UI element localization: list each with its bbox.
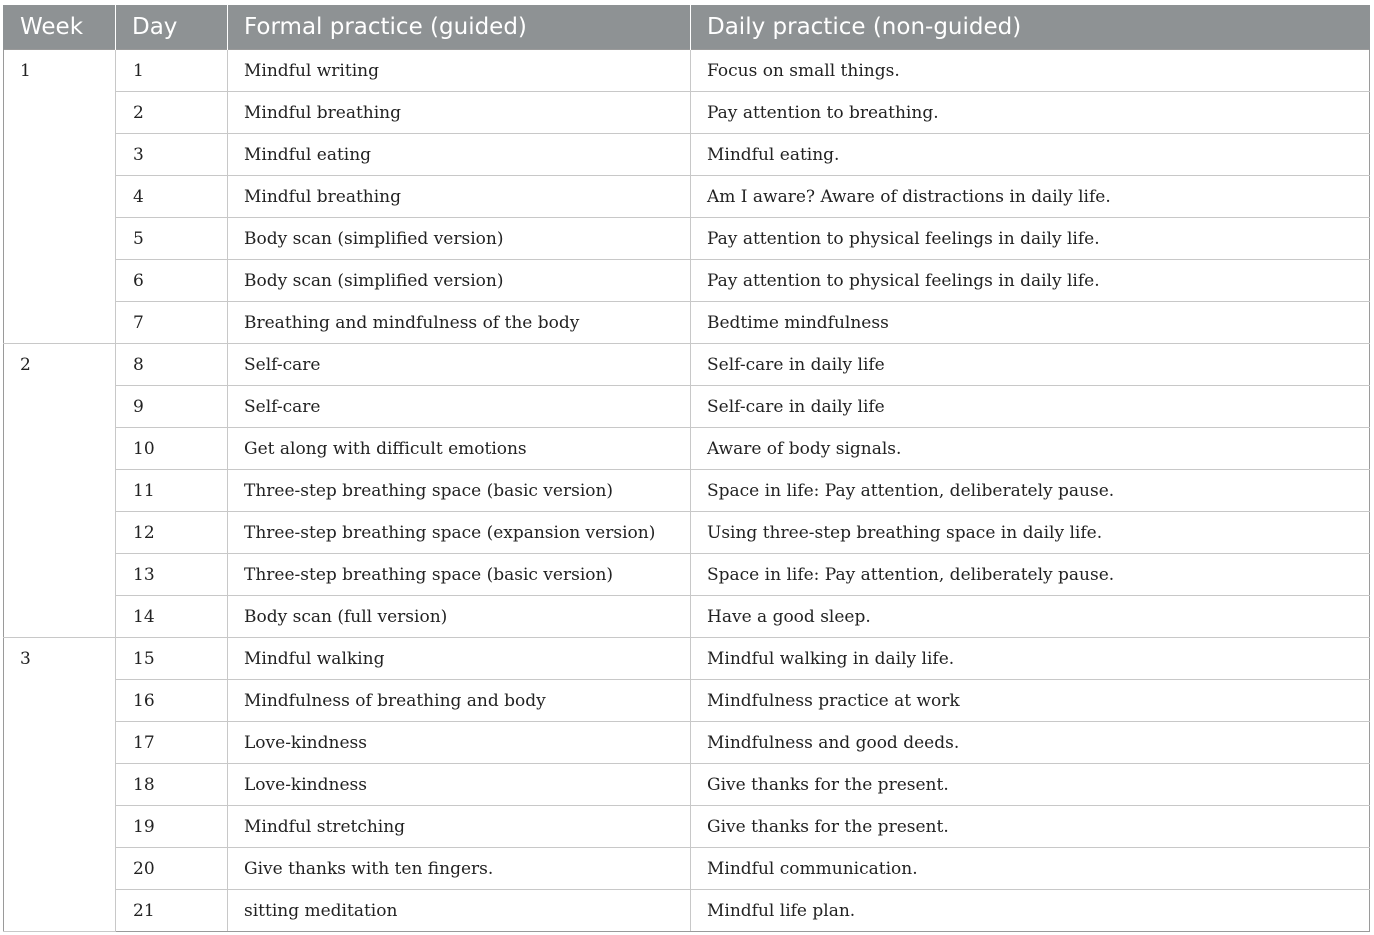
formal-practice-cell: Mindful breathing xyxy=(228,92,691,134)
table-row xyxy=(4,134,1370,176)
table-row xyxy=(4,806,1370,848)
formal-practice-cell: Body scan (simplified version) xyxy=(228,218,691,260)
formal-practice-cell: Breathing and mindfulness of the body xyxy=(228,302,691,344)
daily-practice-cell: Self-care in daily life xyxy=(691,344,1370,386)
formal-practice-cell: Mindful writing xyxy=(228,50,691,92)
daily-practice-cell: Give thanks for the present. xyxy=(691,764,1370,806)
header-day: Day xyxy=(116,5,228,50)
daily-practice-cell: Mindful communication. xyxy=(691,848,1370,890)
table-row xyxy=(4,764,1370,806)
table-row xyxy=(4,92,1370,134)
table-row xyxy=(4,890,1370,932)
table-row xyxy=(4,302,1370,344)
table-row xyxy=(4,470,1370,512)
header-formal-practice: Formal practice (guided) xyxy=(228,5,691,50)
daily-practice-cell: Have a good sleep. xyxy=(691,596,1370,638)
daily-practice-cell: Pay attention to breathing. xyxy=(691,92,1370,134)
table-row xyxy=(4,344,1370,386)
table-row xyxy=(4,428,1370,470)
formal-practice-cell: Mindful walking xyxy=(228,638,691,680)
table-row xyxy=(4,176,1370,218)
day-cell: 17 xyxy=(116,722,228,764)
daily-practice-cell: Space in life: Pay attention, deliberately pause. xyxy=(691,470,1370,512)
daily-practice-cell: Mindfulness and good deeds. xyxy=(691,722,1370,764)
week-cell: 3 xyxy=(4,638,116,932)
formal-practice-cell: Three-step breathing space (expansion version) xyxy=(228,512,691,554)
formal-practice-cell: Mindful breathing xyxy=(228,176,691,218)
table-body xyxy=(4,50,1370,932)
table-row xyxy=(4,50,1370,92)
table-header xyxy=(4,5,1370,50)
day-cell: 16 xyxy=(116,680,228,722)
day-cell: 21 xyxy=(116,890,228,932)
daily-practice-cell: Focus on small things. xyxy=(691,50,1370,92)
formal-practice-cell: Mindful eating xyxy=(228,134,691,176)
daily-practice-cell: Mindfulness practice at work xyxy=(691,680,1370,722)
practice-schedule-table-container xyxy=(3,5,1369,932)
formal-practice-cell: Give thanks with ten fingers. xyxy=(228,848,691,890)
daily-practice-cell: Space in life: Pay attention, deliberately pause. xyxy=(691,554,1370,596)
formal-practice-cell: Body scan (full version) xyxy=(228,596,691,638)
daily-practice-cell: Aware of body signals. xyxy=(691,428,1370,470)
daily-practice-cell: Give thanks for the present. xyxy=(691,806,1370,848)
formal-practice-cell: Love-kindness xyxy=(228,764,691,806)
day-cell: 13 xyxy=(116,554,228,596)
day-cell: 12 xyxy=(116,512,228,554)
formal-practice-cell: Get along with difficult emotions xyxy=(228,428,691,470)
daily-practice-cell: Mindful eating. xyxy=(691,134,1370,176)
practice-schedule-table xyxy=(3,5,1370,932)
formal-practice-cell: Three-step breathing space (basic version) xyxy=(228,470,691,512)
header-week: Week xyxy=(4,5,116,50)
formal-practice-cell: Mindful stretching xyxy=(228,806,691,848)
week-cell: 2 xyxy=(4,344,116,638)
day-cell: 19 xyxy=(116,806,228,848)
day-cell: 20 xyxy=(116,848,228,890)
day-cell: 18 xyxy=(116,764,228,806)
day-cell: 5 xyxy=(116,218,228,260)
day-cell: 15 xyxy=(116,638,228,680)
header-daily-practice: Daily practice (non-guided) xyxy=(691,5,1370,50)
daily-practice-cell: Mindful walking in daily life. xyxy=(691,638,1370,680)
formal-practice-cell: Three-step breathing space (basic version) xyxy=(228,554,691,596)
day-cell: 6 xyxy=(116,260,228,302)
day-cell: 4 xyxy=(116,176,228,218)
daily-practice-cell: Mindful life plan. xyxy=(691,890,1370,932)
formal-practice-cell: sitting meditation xyxy=(228,890,691,932)
table-row xyxy=(4,638,1370,680)
formal-practice-cell: Self-care xyxy=(228,386,691,428)
table-row xyxy=(4,848,1370,890)
daily-practice-cell: Pay attention to physical feelings in daily life. xyxy=(691,218,1370,260)
day-cell: 11 xyxy=(116,470,228,512)
daily-practice-cell: Bedtime mindfulness xyxy=(691,302,1370,344)
daily-practice-cell: Using three-step breathing space in daily life. xyxy=(691,512,1370,554)
formal-practice-cell: Body scan (simplified version) xyxy=(228,260,691,302)
formal-practice-cell: Love-kindness xyxy=(228,722,691,764)
day-cell: 8 xyxy=(116,344,228,386)
daily-practice-cell: Pay attention to physical feelings in daily life. xyxy=(691,260,1370,302)
table-row xyxy=(4,722,1370,764)
day-cell: 1 xyxy=(116,50,228,92)
table-row xyxy=(4,596,1370,638)
table-row xyxy=(4,386,1370,428)
daily-practice-cell: Am I aware? Aware of distractions in daily life. xyxy=(691,176,1370,218)
day-cell: 7 xyxy=(116,302,228,344)
table-row xyxy=(4,260,1370,302)
header-row xyxy=(4,5,1370,50)
table-row xyxy=(4,554,1370,596)
formal-practice-cell: Self-care xyxy=(228,344,691,386)
table-row xyxy=(4,218,1370,260)
daily-practice-cell: Self-care in daily life xyxy=(691,386,1370,428)
day-cell: 2 xyxy=(116,92,228,134)
day-cell: 3 xyxy=(116,134,228,176)
formal-practice-cell: Mindfulness of breathing and body xyxy=(228,680,691,722)
day-cell: 10 xyxy=(116,428,228,470)
day-cell: 14 xyxy=(116,596,228,638)
day-cell: 9 xyxy=(116,386,228,428)
table-row xyxy=(4,512,1370,554)
week-cell: 1 xyxy=(4,50,116,344)
table-row xyxy=(4,680,1370,722)
